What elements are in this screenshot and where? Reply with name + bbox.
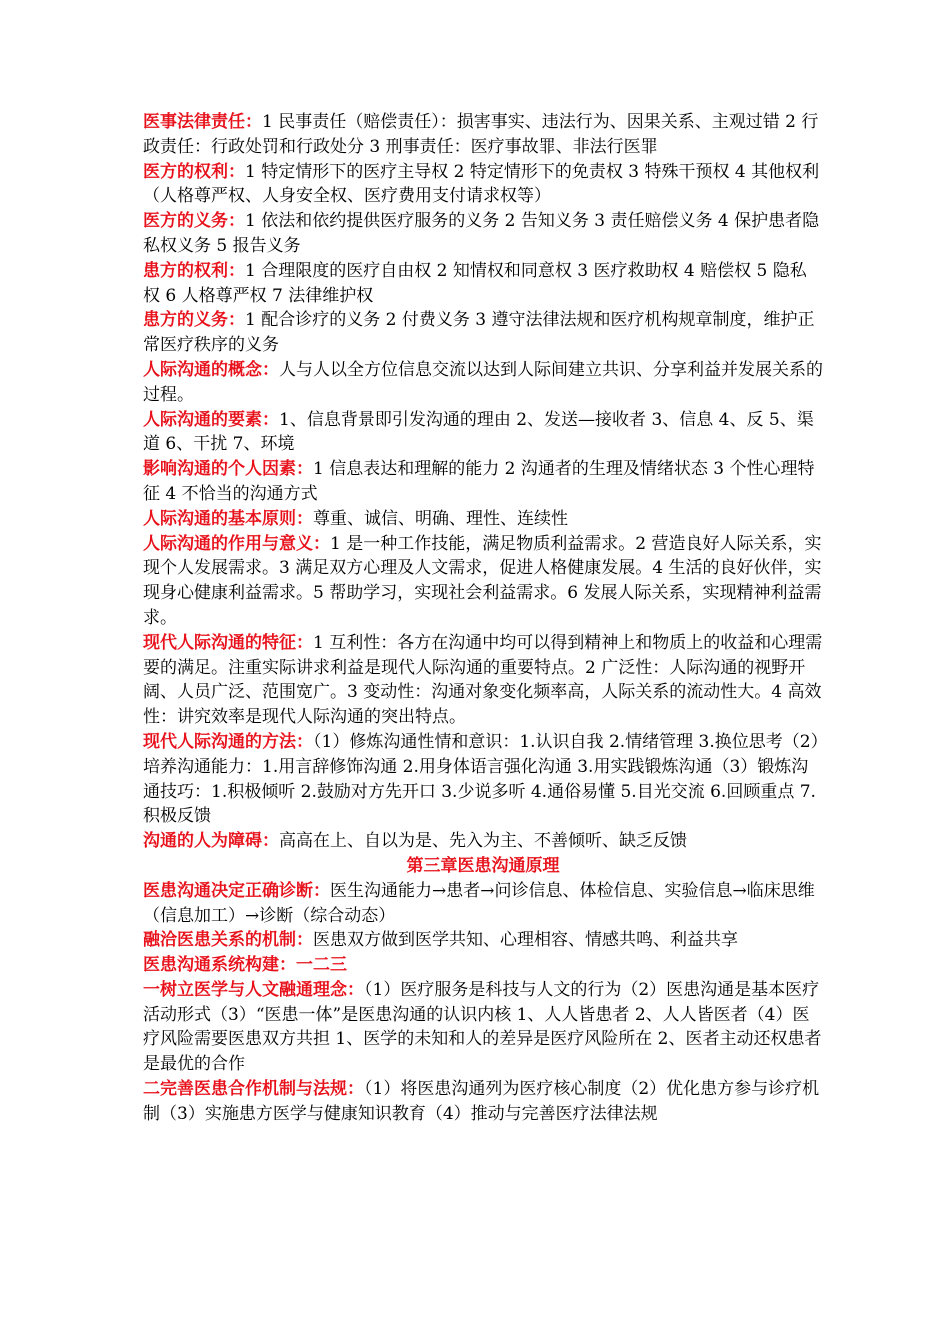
paragraph-correct-diagnosis	[143, 879, 823, 929]
paragraph-text: 医患双方做到医学共知、心理相容、情感共鸣、利益共享	[313, 930, 738, 951]
term-label: 人际沟通的作用与意义：	[143, 533, 330, 554]
paragraph-text: 高高在上、自以为是、先入为主、不善倾听、缺乏反馈	[279, 831, 687, 852]
paragraph-text: 1 民事责任（赔偿责任）：损害事实、违法行为、因果关系、主观过错 2 行政责任：行政处罚和行政处分 3 刑事责任：医疗事故罪、非法行医罪	[143, 112, 819, 157]
paragraph-harmony-mechanism	[143, 928, 823, 953]
paragraph-basic-principles	[143, 507, 823, 532]
term-label: 人际沟通的要素：	[143, 409, 279, 430]
paragraph-doctor-duties	[143, 209, 823, 259]
paragraph-integration-concept	[143, 978, 823, 1077]
paragraph-legal-liability	[143, 110, 823, 160]
paragraph-text: 1 是一种工作技能，满足物质利益需求。2 营造良好人际关系，实现个人发展需求。3 满足双方心理及人文需求，促进人格健康发展。4 生活的良好伙伴，实现身心健康利益需求。5 帮助学习，实现社会利益需求。6 发展人际关系，实现精神利益需求。	[143, 533, 822, 628]
term-label: 一树立医学与人文融通理念：	[143, 979, 364, 1000]
term-label: 二完善医患合作机制与法规：	[143, 1079, 364, 1100]
paragraph-modern-methods	[143, 730, 823, 829]
chapter-heading: 第三章医患沟通原理	[406, 855, 560, 876]
paragraph-communication-concept	[143, 358, 823, 408]
paragraph-text: 医生沟通能力→患者→问诊信息、体检信息、实验信息→临床思维（信息加工）→诊断（综合动态）	[143, 880, 815, 926]
paragraph-text: 1、信息背景即引发沟通的理由 2、发送—接收者 3、信息 4、反 5、渠道 6、干扰 7、环境	[143, 409, 814, 455]
term-label: 现代人际沟通的方法：	[143, 731, 313, 752]
paragraph-communication-elements	[143, 408, 823, 458]
paragraph-text: 1 配合诊疗的义务 2 付费义务 3 遵守法律法规和医疗机构规章制度，维护正常医疗秩序的义务	[143, 310, 815, 356]
paragraph-human-barriers	[143, 829, 823, 854]
paragraph-text: 1 特定情形下的医疗主导权 2 特定情形下的免责权 3 特殊干预权 4 其他权利（人格尊严权、人身安全权、医疗费用支付请求权等）	[143, 161, 820, 207]
paragraph-text: 尊重、诚信、明确、理性、连续性	[313, 508, 568, 529]
paragraph-text: 人与人以全方位信息交流以达到人际间建立共识、分享利益并发展关系的过程。	[143, 359, 823, 405]
paragraph-patient-rights	[143, 259, 823, 309]
term-label: 沟通的人为障碍：	[143, 831, 279, 852]
paragraph-text: （1）医疗服务是科技与人文的行为（2）医患沟通是基本医疗活动形式（3）“医患一体”是医患沟通的认识内核 1、人人皆患者 2、人人皆医者（4）医疗风险需要医患双方共担 1、医学的未知和人的差异是医疗风险所在 2、医者主动还权患者是最优的合作	[143, 979, 822, 1075]
term-label: 患方的义务：	[143, 310, 245, 331]
term-label: 人际沟通的基本原则：	[143, 508, 313, 529]
term-label: 患方的权利：	[143, 260, 245, 281]
paragraph-doctor-rights	[143, 160, 823, 210]
term-label: 医方的权利：	[143, 161, 245, 182]
term-label: 医事法律责任：	[143, 112, 262, 132]
paragraph-text: 1 依法和依约提供医疗服务的义务 2 告知义务 3 责任赔偿义务 4 保护患者隐私权义务 5 报告义务	[143, 211, 820, 256]
term-label: 融洽医患关系的机制：	[143, 930, 313, 951]
paragraph-text: （1）修炼沟通性情和意识：1.认识自我 2.情绪管理 3.换位思考（2）培养沟通能力：1.用言辞修饰沟通 2.用身体语言强化沟通 3.用实践锻炼沟通（3）锻炼沟通技巧：1.积极倾听 2.鼓励对方先开口 3.少说多听 4.通俗易懂 5.目光交流 6.回顾重点 7.积极反馈	[143, 731, 820, 827]
paragraph-modern-features	[143, 631, 823, 730]
paragraph-patient-duties	[143, 308, 823, 358]
term-label: 人际沟通的概念：	[143, 359, 279, 380]
paragraph-cooperation-mechanism	[143, 1077, 823, 1127]
paragraph-text: 1 信息表达和理解的能力 2 沟通者的生理及情绪状态 3 个性心理特征 4 不恰当的沟通方式	[143, 459, 815, 504]
paragraph-text: （1）将医患沟通列为医疗核心制度（2）优化患方参与诊疗机制（3）实施患方医学与健康知识教育（4）推动与完善医疗法律法规	[143, 1079, 820, 1124]
paragraph-text: 1 互利性：各方在沟通中均可以得到精神上和物质上的收益和心理需要的满足。注重实际讲求利益是现代人际沟通的重要特点。2 广泛性：人际沟通的视野开阔、人员广泛、范围宽广。3 变动性：沟通对象变化频率高，人际关系的流动性大。4 高效性：讲究效率是现代人际沟通的突出特点。	[143, 632, 823, 728]
term-label: 医方的义务：	[143, 211, 245, 232]
paragraph-text: 1 合理限度的医疗自由权 2 知情权和同意权 3 医疗救助权 4 赔偿权 5 隐私权 6 人格尊严权 7 法律维护权	[143, 260, 807, 306]
term-label: 医患沟通决定正确诊断：	[143, 880, 330, 901]
term-label: 影响沟通的个人因素：	[143, 459, 313, 480]
system-heading: 医患沟通系统构建：一二三	[143, 955, 347, 976]
term-label: 现代人际沟通的特征：	[143, 632, 313, 653]
document-page	[143, 110, 823, 1127]
paragraph-role-significance	[143, 532, 823, 631]
paragraph-personal-factors	[143, 457, 823, 507]
